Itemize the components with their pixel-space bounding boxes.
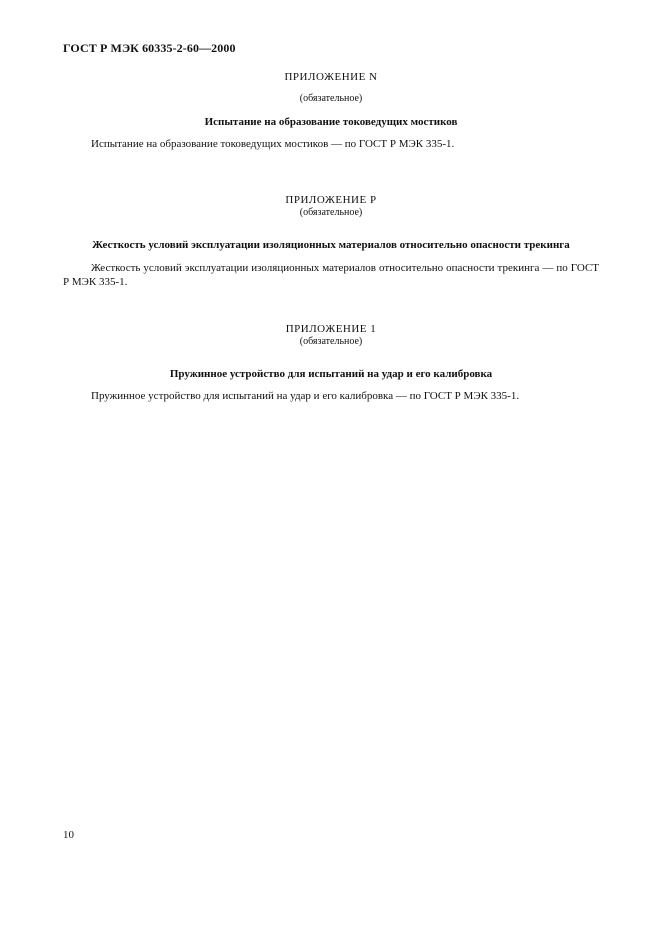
annex-status: (обязательное) [299, 336, 363, 347]
document-designation: ГОСТ Р МЭК 60335-2-60—2000 [63, 41, 236, 55]
annex-status: (обязательное) [299, 93, 363, 104]
annex-status: (обязательное) [299, 207, 363, 218]
annex-paragraph: Жесткость условий эксплуатации изоляционных материалов относительно опасности трекинга — по ГОСТ Р МЭК 335-1. [63, 262, 599, 288]
annex-n [63, 71, 599, 151]
annex-title: ПРИЛОЖЕНИЕ P [285, 194, 377, 206]
annex-paragraph: Пружинное устройство для испытаний на удар и его калибровка — по ГОСТ Р МЭК 335-1. [91, 390, 520, 402]
annex-heading: Испытание на образование токоведущих мостиков [204, 116, 458, 128]
annex-title: ПРИЛОЖЕНИЕ 1 [285, 323, 377, 335]
annex-paragraph: Испытание на образование токоведущих мостиков — по ГОСТ Р МЭК 335-1. [91, 138, 455, 150]
annex-1 [63, 323, 599, 403]
annex-heading: Пружинное устройство для испытаний на удар и его калибровка [169, 368, 493, 380]
annex-p [63, 194, 599, 289]
page-number: 10 [63, 829, 74, 841]
annex-heading: Жесткость условий эксплуатации изоляционных материалов относительно опасности трекинга [92, 239, 570, 251]
annex-title: ПРИЛОЖЕНИЕ N [284, 71, 378, 83]
